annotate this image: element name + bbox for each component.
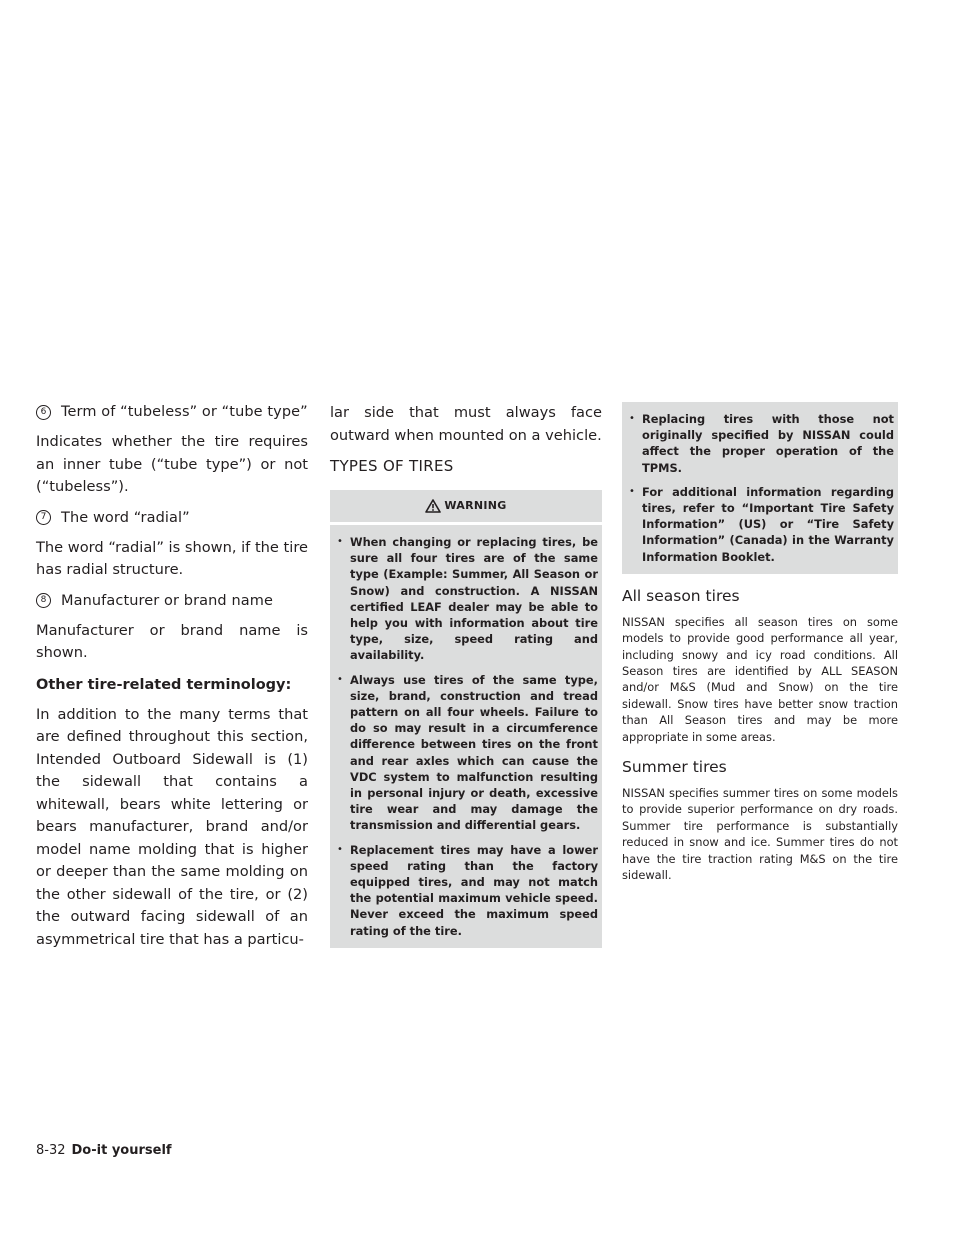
circled-number-8: 8 bbox=[36, 593, 51, 608]
circled-number-6: 6 bbox=[36, 405, 51, 420]
column-left bbox=[36, 402, 308, 960]
warning-label: WARNING bbox=[444, 499, 507, 512]
circled-number-7: 7 bbox=[36, 510, 51, 525]
summer-tires-heading: Summer tires bbox=[622, 758, 727, 777]
item-6-description: Indicates whether the tire requires an inner tube (“tube type”) or not (“tubeless”). bbox=[36, 433, 308, 495]
column-right bbox=[622, 402, 898, 894]
summer-tires-paragraph: NISSAN specifies summer tires on some models to provide superior performance on dry roads. Summer tire performance is substantially reduced in snow and ice. Summer tires do not have the tire traction rating M&S on the tire sidewall. bbox=[622, 786, 898, 883]
item-7-heading bbox=[36, 508, 308, 528]
item-6-heading bbox=[36, 402, 308, 422]
page-number: 8-32 bbox=[36, 1143, 66, 1158]
item-7-label: The word “radial” bbox=[61, 509, 190, 526]
warning-box bbox=[330, 490, 602, 948]
warning-box-continued bbox=[622, 402, 898, 574]
outboard-sidewall-paragraph: In addition to the many terms that are defined throughout this section, Intended Outboard Sidewall is (1) the sidewall that contains a whitewall, bears white lettering or bears manufacturer, brand and/or model name molding that is higher or deeper than the same molding on the other sidewall of the tire, or (2) the outward facing sidewall of an asymmetrical tire that has a particu- bbox=[36, 705, 308, 948]
item-8-label: Manufacturer or brand name bbox=[61, 592, 273, 609]
item-8-heading bbox=[36, 591, 308, 611]
warning-item: • Replacement tires may have a lower speed rating than the factory equipped tires, and may not match the potential maximum vehicle speed. Never exceed the maximum speed rating of the tire. bbox=[336, 842, 598, 939]
other-terminology-subheading: Other tire-related terminology: bbox=[36, 676, 292, 693]
all-season-tires-paragraph: NISSAN specifies all season tires on some models to provide good performance all year, including snowy and icy road conditions. All Season tires are identified by ALL SEASON and/or M&S (Mud and Snow) on the tire sidewall. Snow tires have better snow traction than All Season tires and may be more appropriate in some areas. bbox=[622, 614, 898, 744]
warning-header bbox=[330, 490, 602, 525]
warning-item: • Always use tires of the same type, size, brand, construction and tread pattern on all four wheels. Failure to do so may result in a circumference difference between tires on the front and rear axles which can cause the VDC system to malfunction resulting in personal injury or death, excessive tire wear and may damage the transmission and differential gears. bbox=[336, 672, 598, 834]
warning-item: • Replacing tires with those not originally specified by NISSAN could affect the proper operation of the TPMS. bbox=[628, 411, 894, 476]
item-6-label: Term of “tubeless” or “tube type” bbox=[61, 404, 308, 420]
chapter-title: Do-it yourself bbox=[71, 1143, 172, 1158]
page-footer bbox=[36, 1142, 172, 1160]
warning-item: • When changing or replacing tires, be sure all four tires are of the same type (Example: Summer, All Season or Snow) and construction. A NISSAN certified LEAF dealer may be able to help you with information about tire type, size, speed rating and availability. bbox=[336, 534, 598, 664]
warning-triangle-icon bbox=[425, 499, 441, 513]
section-title: TYPES OF TIRES bbox=[330, 457, 454, 475]
item-7-description: The word “radial” is shown, if the tire has radial structure. bbox=[36, 538, 308, 578]
warning-item: • For additional information regarding tires, refer to “Important Tire Safety Information” (US) or “Tire Safety Information” (Canada) in the Warranty Information Booklet. bbox=[628, 484, 894, 565]
warning-list-continued bbox=[622, 402, 898, 574]
item-8-description: Manufacturer or brand name is shown. bbox=[36, 621, 308, 661]
warning-list bbox=[330, 525, 602, 948]
continued-paragraph: lar side that must always face outward when mounted on a vehicle. bbox=[330, 404, 602, 444]
column-middle bbox=[330, 402, 602, 948]
all-season-tires-heading: All season tires bbox=[622, 586, 740, 605]
